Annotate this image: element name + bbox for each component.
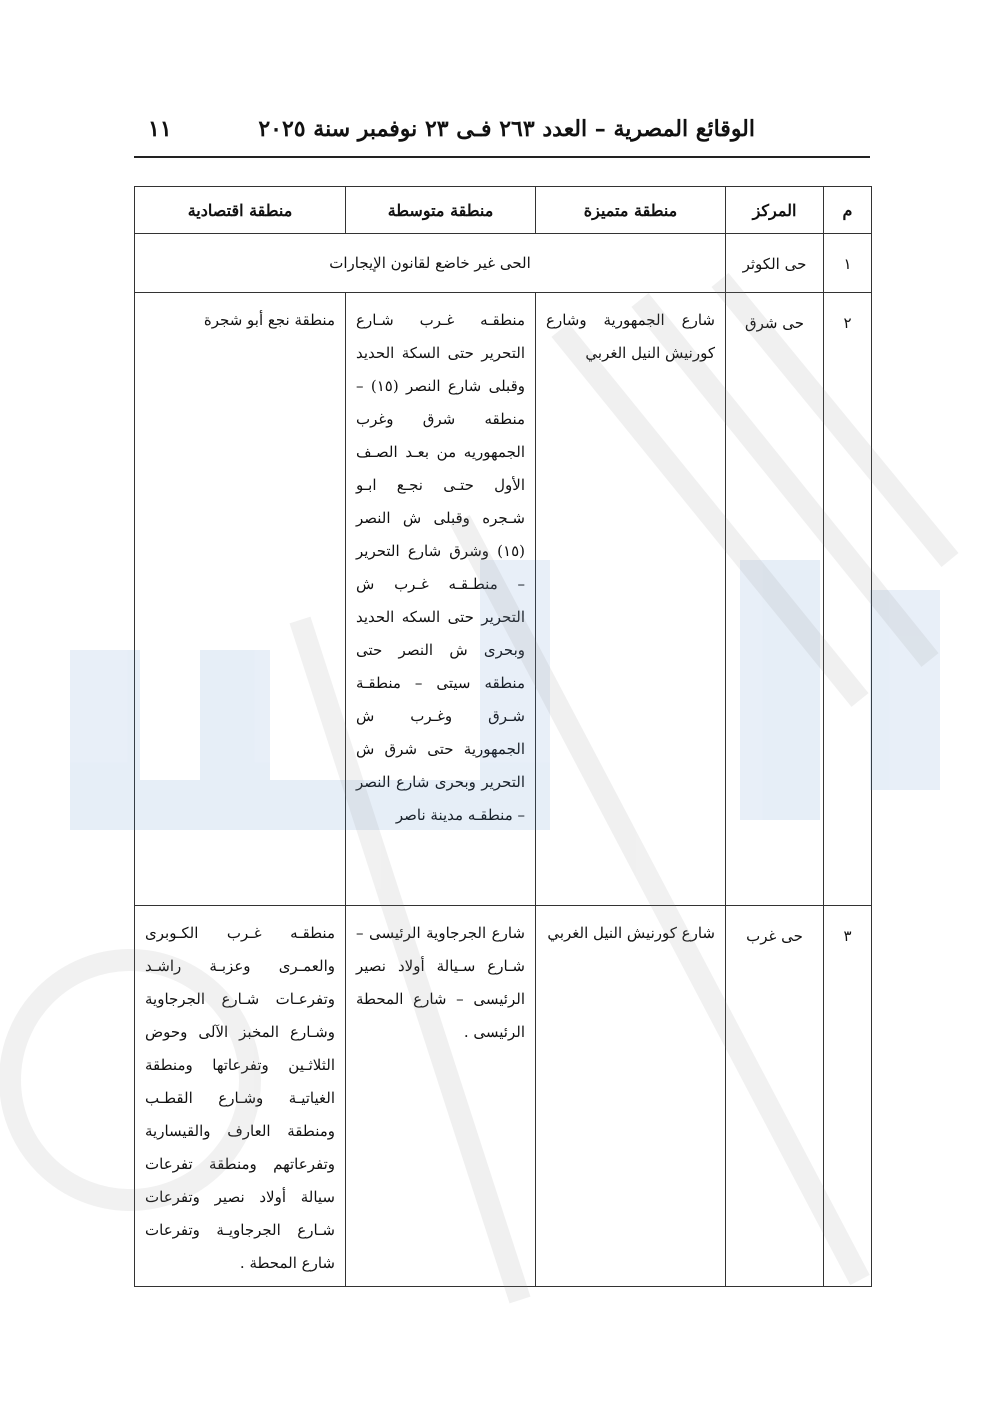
distinguished-zone: شارع كورنيش النيل الغربي: [536, 906, 726, 1287]
zones-table: [134, 186, 872, 1287]
column-header-distinguished: منطقة متميزة: [536, 187, 726, 234]
page-number: ١١: [148, 116, 172, 142]
column-header-num: م: [824, 187, 872, 234]
center-name: حى غرب: [726, 906, 824, 1287]
economic-zone: منطقـه غـرب الكـوبرى والعمـرى وعزبـة راشـد وتفرعـات شـارع الجرجاوية وشـارع المخبز الآلى وحوض الثلاثـين وتفرعاتها ومنطقة الغياتيـة وشـارع القطـب ومنطقة العارف والقيسارية وتفرعاتهم ومنطقة تفرعات سيالة أولاد نصير وتفرعات شـارع الجرجاويـة وتفرعات شارع المحطة .: [135, 906, 346, 1287]
table-row: [135, 234, 872, 293]
center-name: حى شرق: [726, 293, 824, 906]
table-row: [135, 293, 872, 906]
row-note: الحى غير خاضع لقانون الإيجارات: [135, 234, 726, 293]
medium-zone: شارع الجرجاوية الرئيسى – شـارع سـيالة أولاد نصير الرئيسى – شارع المحطة الرئيسى .: [346, 906, 536, 1287]
medium-zone: منطقـه غـرب شـارع التحرير حتى السكة الحديد وقبلى شارع النصر (١٥) – منطقه شرق وغرب الجمهوريه من بعـد الصـف الأول حتـى نجـع ابـو شـجره وقبلى ش النصر (١٥) وشرق شارع التحرير – منطـقـه غـرب ش التحرير حتى السكه الحديد وبحرى ش النصر حتى منطقه سيتى – منطقـة شـرق وغـرب ش الجمهورية حتى شرق ش التحرير وبحرى شارع النصر – منطقـه مدينة ناصر: [346, 293, 536, 906]
column-header-economic: منطقة اقتصادية: [135, 187, 346, 234]
table-row: [135, 906, 872, 1287]
column-header-center: المركز: [726, 187, 824, 234]
center-name: حى الكوثر: [726, 234, 824, 293]
row-number: ٣: [824, 906, 872, 1287]
page-header: [134, 112, 870, 158]
header-title: الوقائع المصرية – العدد ٢٦٣ فـى ٢٣ نوفمبر سنة ٢٠٢٥: [258, 116, 755, 142]
row-number: ٢: [824, 293, 872, 906]
row-number: ١: [824, 234, 872, 293]
distinguished-zone: شارع الجمهورية وشارع كورنيش النيل الغربي: [536, 293, 726, 906]
column-header-medium: منطقة متوسطة: [346, 187, 536, 234]
economic-zone: منطقة نجع أبو شجرة: [135, 293, 346, 906]
table-header-row: [135, 187, 872, 234]
